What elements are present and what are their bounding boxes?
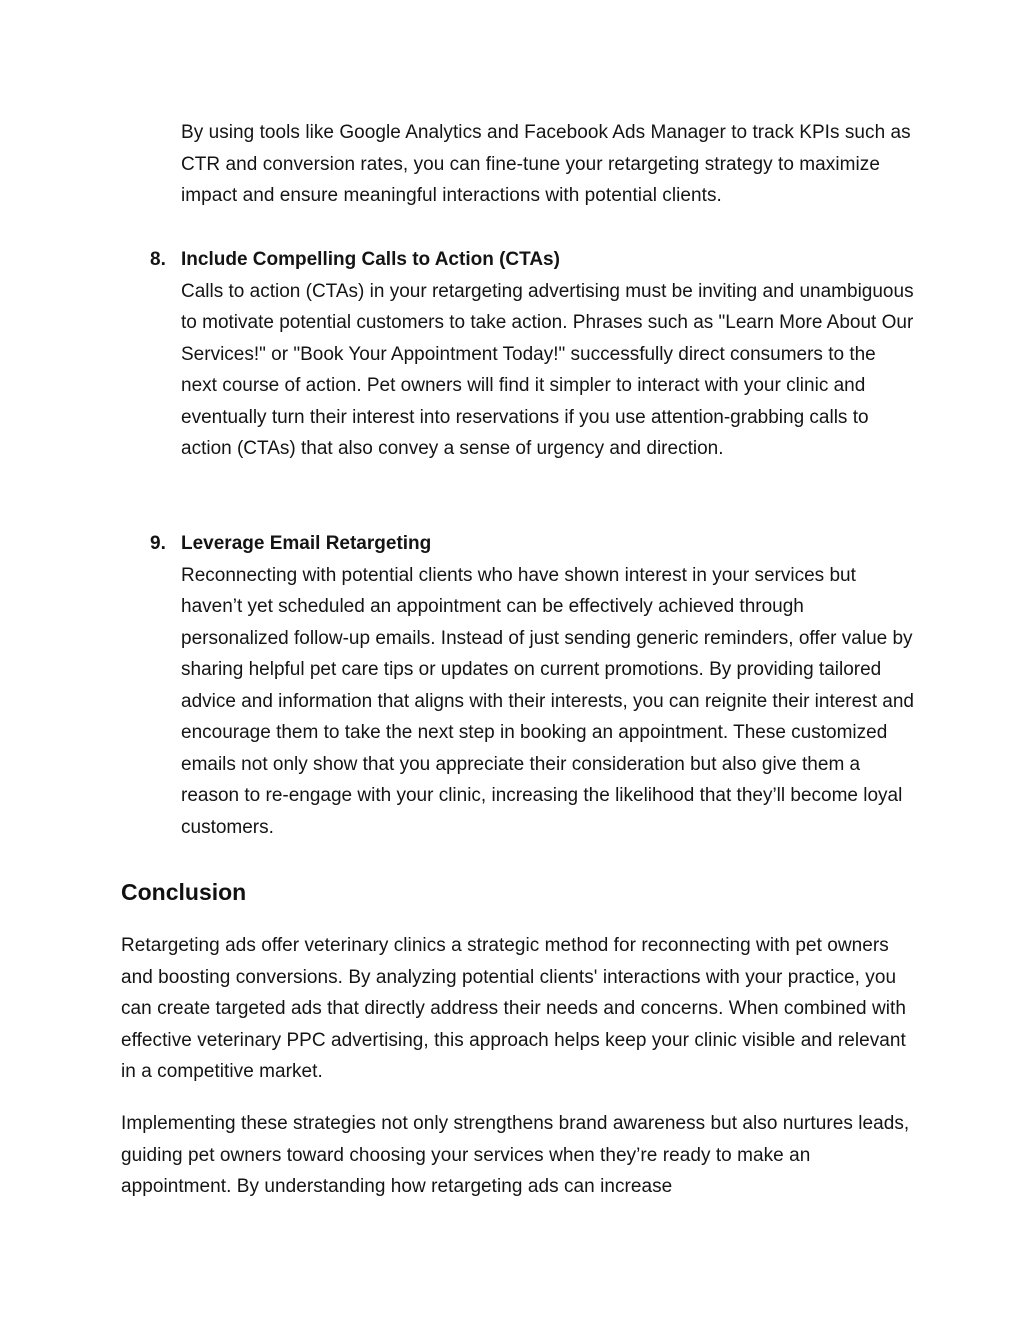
intro-paragraph: By using tools like Google Analytics and Facebook Ads Manager to track KPIs such as CTR and conversion rates, you can fine-tune your retargeting strategy to maximize impact and ensure meaningful interactions with potential clients. bbox=[181, 122, 911, 206]
list-item-title: Include Compelling Calls to Action (CTAs) bbox=[181, 249, 560, 270]
list-item-body: Reconnecting with potential clients who have shown interest in your services but haven’t yet scheduled an appointment can be effectively achieved through personalized follow-up emails. Instead of just sending generic reminders, offer value by sharing helpful pet care tips or updates on current promotions. By providing tailored advice and information that aligns with their interests, you can reignite their interest and encourage them to take the next step in booking an appointment. These customized emails not only show that you appreciate their consideration but also give them a reason to re-engage with your clinic, increasing the likelihood that they’ll become loyal customers. bbox=[181, 564, 914, 838]
conclusion-paragraph-2: Implementing these strategies not only strengthens brand awareness but also nurtures leads, guiding pet owners toward choosing your services when they’re ready to make an appointment. By understanding how retargeting ads can increase bbox=[121, 1113, 910, 1197]
conclusion-paragraph-1: Retargeting ads offer veterinary clinics a strategic method for reconnecting with pet owners and boosting conversions. By analyzing potential clients' interactions with your practice, you can create targeted ads that directly address their needs and concerns. When combined with effective veterinary PPC advertising, this approach helps keep your clinic visible and relevant in a competitive market. bbox=[121, 935, 906, 1082]
list-number: 9. bbox=[150, 533, 166, 554]
section-heading-conclusion: Conclusion bbox=[121, 879, 247, 905]
list-item-title: Leverage Email Retargeting bbox=[181, 533, 432, 554]
list-item-body: Calls to action (CTAs) in your retargeting advertising must be inviting and unambiguous to motivate potential customers to take action. Phrases such as "Learn More About Our Services!" or "Book Your Appointment Today!" successfully direct consumers to the next course of action. Pet owners will find it simpler to interact with your clinic and eventually turn their interest into reservations if you use attention-grabbing calls to action (CTAs) that also convey a sense of urgency and direction. bbox=[181, 280, 914, 459]
list-number: 8. bbox=[150, 249, 166, 270]
